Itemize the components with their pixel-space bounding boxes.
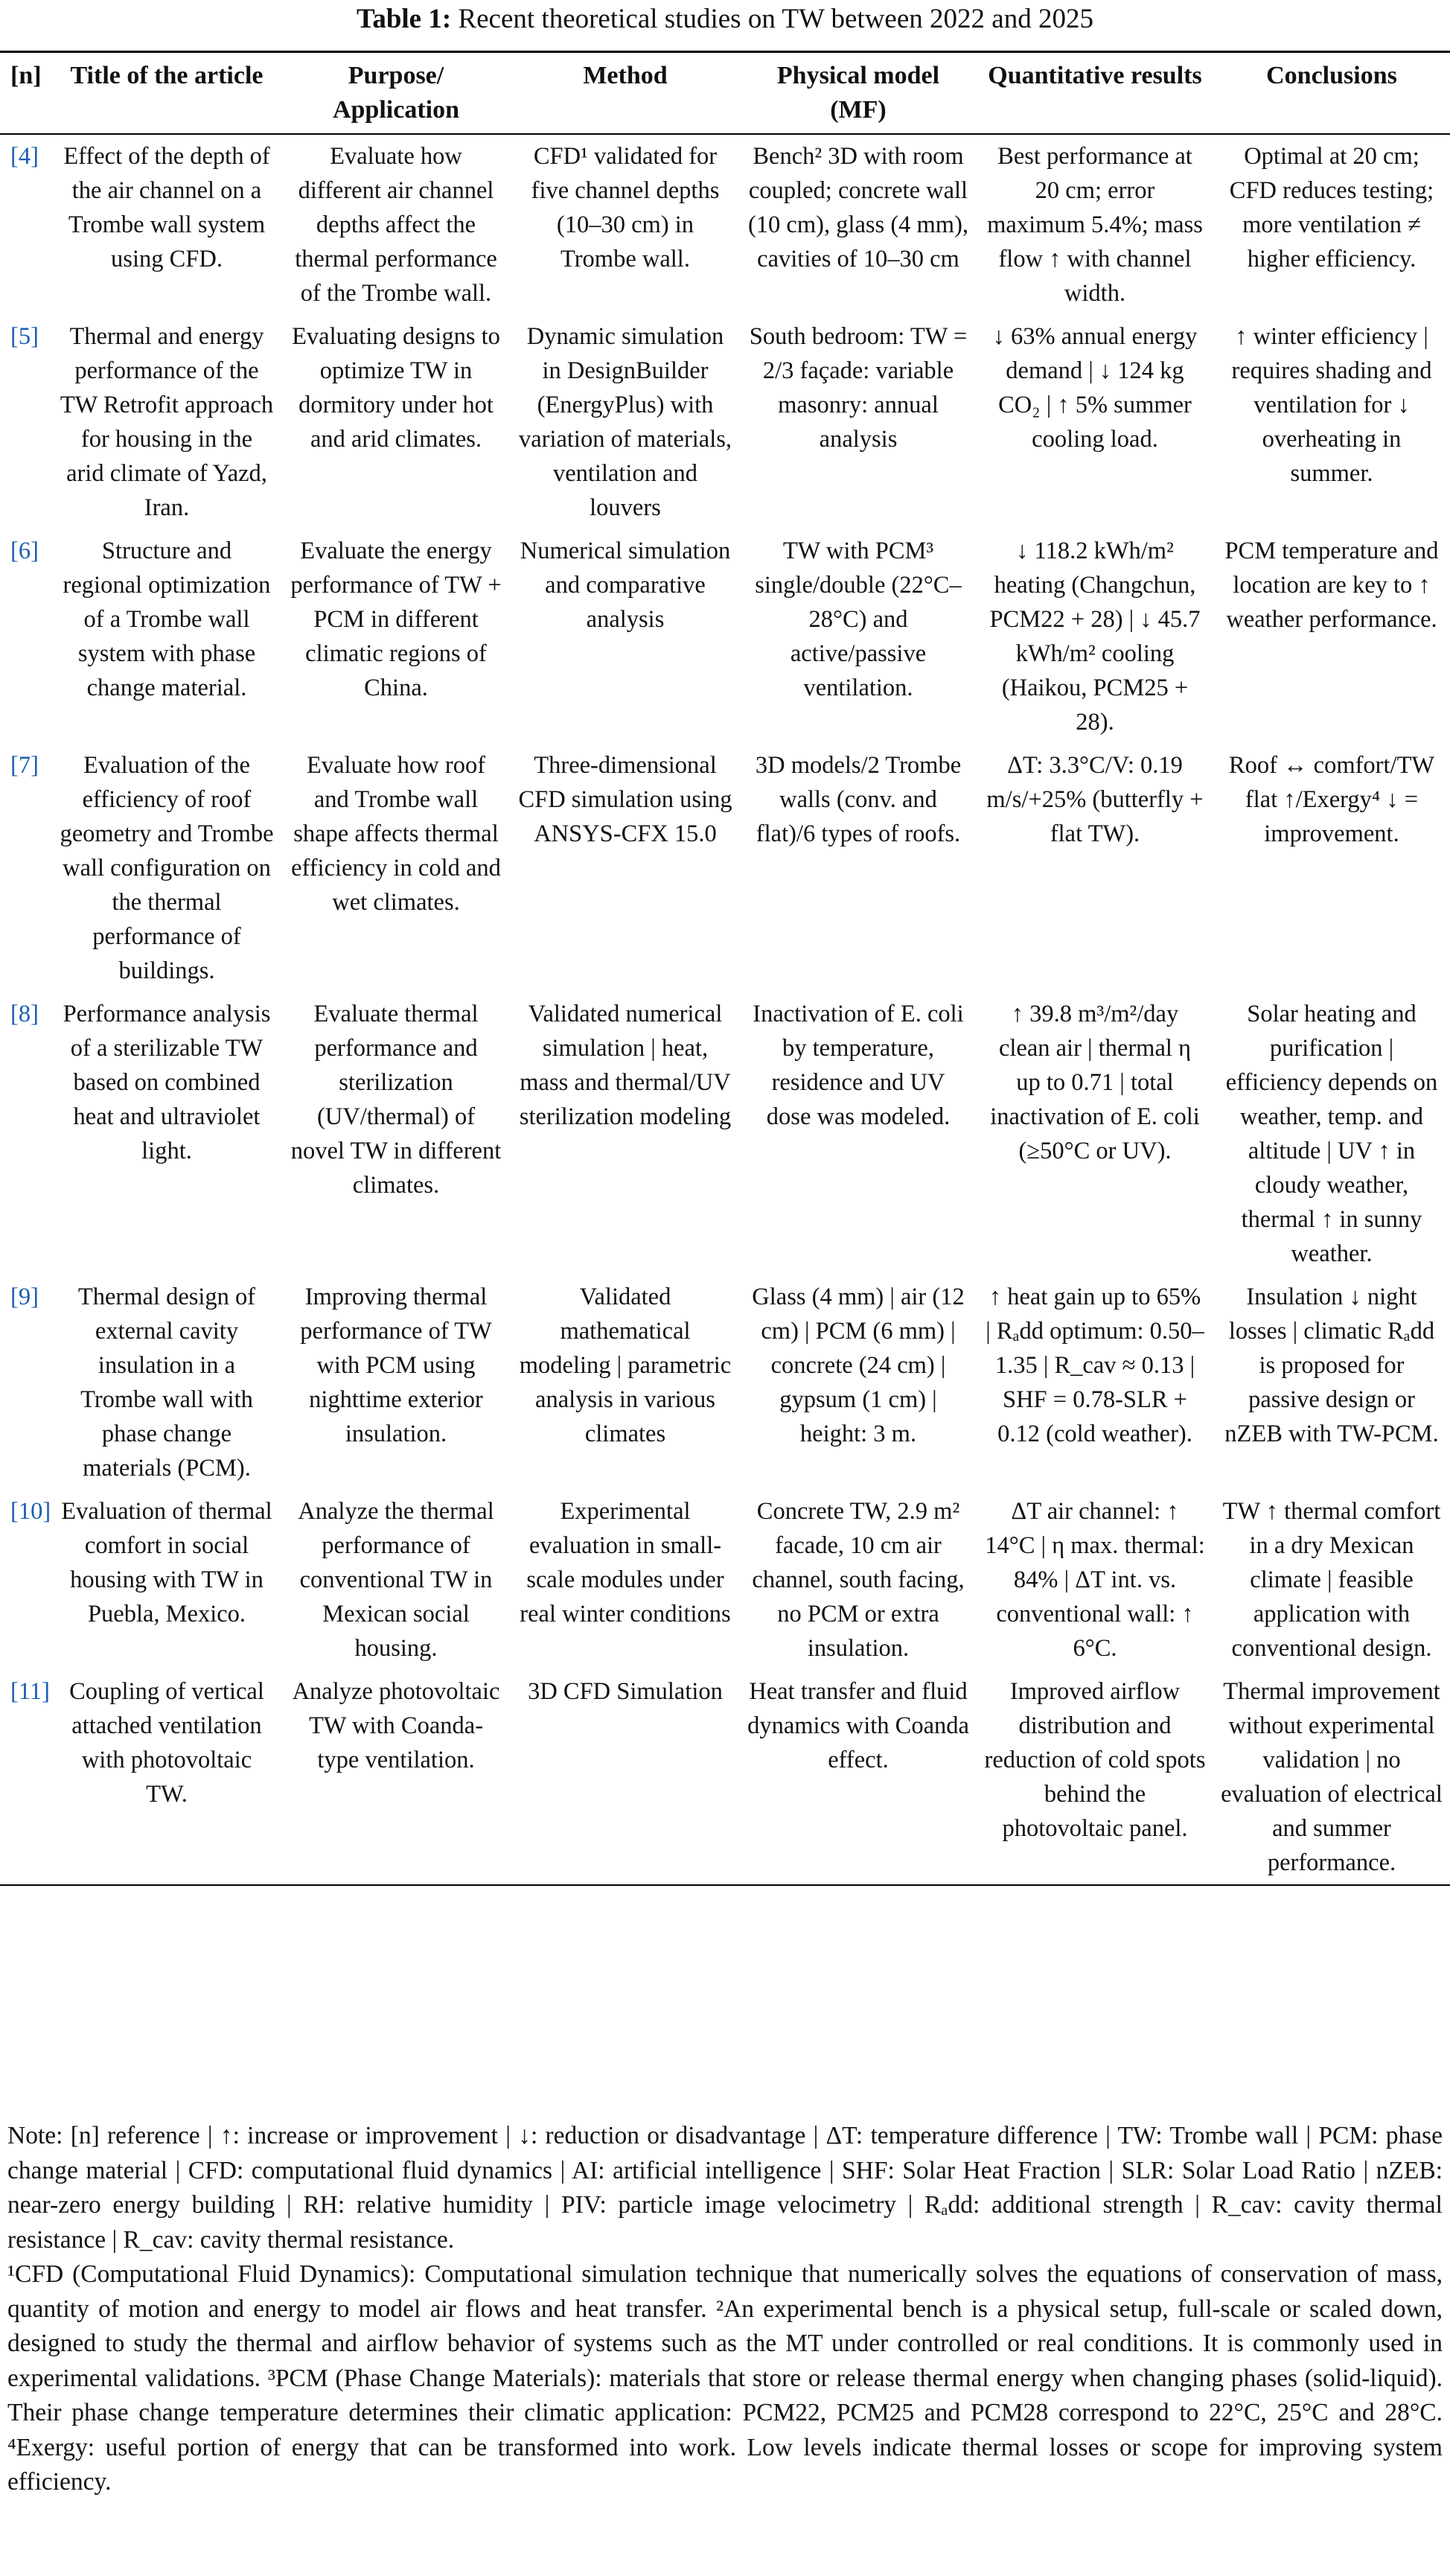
table-row <box>0 134 1450 315</box>
cell-method: Validated numerical simulation | heat, mass and thermal/UV sterilization modeling <box>519 1001 732 1130</box>
cell-results: Improved airflow distribution and reduction of cold spots behind the photovoltaic panel. <box>984 1678 1206 1842</box>
header-results: Quantitative results <box>988 62 1202 89</box>
footnote-bench: ²An experimental bench is a physical setup, full-scale or scaled down, designed to study the thermal and airflow behavior of systems such as the MT under controlled or real conditions. It is commonly used in experimental validations. <box>7 2295 1443 2392</box>
cell-results: ↑ 39.8 m³/m²/day clean air | thermal η up to 0.71 | total inactivation of E. coli (≥50°C or UV). <box>990 1001 1200 1164</box>
ref-link[interactable]: [11] <box>10 1678 50 1705</box>
cell-model: TW with PCM³ single/double (22°C–28°C) and active/passive ventilation. <box>755 538 962 701</box>
table-row <box>0 1275 1450 1490</box>
ref-link[interactable]: [9] <box>10 1284 39 1310</box>
table-row <box>0 315 1450 529</box>
footnote-pcm: ³PCM (Phase Change Materials): materials that store or release thermal energy when changing phases (solid-liquid). Their phase change temperature determines their climatic application: PCM22, PCM25 and PCM28 correspond to 22°C, 25°C and 28°C. <box>7 2364 1443 2426</box>
cell-title: Structure and regional optimization of a Trombe wall system with phase change material. <box>63 538 271 701</box>
cell-purpose: Analyze photovoltaic TW with Coanda-type ventilation. <box>292 1678 500 1773</box>
ref-link[interactable]: [6] <box>10 538 39 564</box>
cell-conclusions: ↑ winter efficiency | requires shading and ventilation for ↓ overheating in summer. <box>1231 323 1432 487</box>
footnotes <box>7 2257 1443 2500</box>
cell-method: CFD¹ validated for five channel depths (10–30 cm) in Trombe wall. <box>531 143 720 272</box>
ref-link[interactable]: [8] <box>10 1001 39 1027</box>
cell-model: South bedroom: TW = 2/3 façade: variable masonry: annual analysis <box>749 323 968 453</box>
cell-model: Heat transfer and fluid dynamics with Coanda effect. <box>747 1678 969 1773</box>
cell-model: 3D models/2 Trombe walls (conv. and flat)/6 types of roofs. <box>755 752 962 847</box>
cell-title: Thermal design of external cavity insulation in a Trombe wall with phase change materials (PCM). <box>77 1284 256 1482</box>
header-model: Physical model (MF) <box>776 62 940 124</box>
cell-model: Glass (4 mm) | air (12 cm) | PCM (6 mm) | concrete (24 cm) | gypsum (1 cm) | height: 3 m. <box>752 1284 965 1447</box>
cell-model: Concrete TW, 2.9 m² facade, 10 cm air channel, south facing, no PCM or extra insulation. <box>752 1498 965 1662</box>
cell-purpose: Evaluating designs to optimize TW in dormitory under hot and arid climates. <box>292 323 500 453</box>
cell-results: ΔT air channel: ↑ 14°C | η max. thermal: 84% | ΔT int. vs. conventional wall: ↑ 6°C. <box>985 1498 1205 1662</box>
cell-title: Coupling of vertical attached ventilation with photovoltaic TW. <box>69 1678 264 1808</box>
cell-title: Evaluation of thermal comfort in social housing with TW in Puebla, Mexico. <box>61 1498 272 1627</box>
header-ref: [n] <box>10 62 42 89</box>
table-row <box>0 992 1450 1275</box>
cell-purpose: Evaluate thermal performance and sterilization (UV/thermal) of novel TW in different climates. <box>290 1001 502 1199</box>
cell-conclusions: Thermal improvement without experimental validation | no evaluation of electrical and summer performance. <box>1221 1678 1443 1876</box>
table-notes <box>0 2119 1450 2500</box>
caption-label: Table 1: <box>357 4 452 34</box>
cell-method: 3D CFD Simulation <box>528 1678 723 1705</box>
footnote-cfd: ¹CFD (Computational Fluid Dynamics): Computational simulation technique that numerically solves the equations of conservation of mass, quantity of motion and energy to model air flows and heat transfer. <box>7 2260 1443 2323</box>
footnote-exergy: ⁴Exergy: useful portion of energy that can be transformed into work. Low levels indicate thermal losses or scope for improving system efficiency. <box>7 2433 1443 2496</box>
cell-method: Numerical simulation and comparative analysis <box>520 538 731 633</box>
cell-results: Best performance at 20 cm; error maximum 5.4%; mass flow ↑ with channel width. <box>987 143 1203 307</box>
cell-title: Performance analysis of a sterilizable TW based on combined heat and ultraviolet light. <box>63 1001 271 1164</box>
cell-conclusions: Solar heating and purification | efficiency depends on weather, temp. and altitude | UV ↑ in cloudy weather, thermal ↑ in sunny weather. <box>1225 1001 1438 1267</box>
cell-conclusions: TW ↑ thermal comfort in a dry Mexican climate | feasible application with conventional design. <box>1222 1498 1441 1662</box>
header-title: Title of the article <box>70 62 264 89</box>
cell-conclusions: Optimal at 20 cm; CFD reduces testing; more ventilation ≠ higher efficiency. <box>1229 143 1434 272</box>
ref-link[interactable]: [7] <box>10 752 39 779</box>
cell-purpose: Evaluate the energy performance of TW + PCM in different climatic regions of China. <box>290 538 502 701</box>
cell-purpose: Evaluate how roof and Trombe wall shape affects thermal efficiency in cold and wet climates. <box>291 752 501 916</box>
table-caption <box>0 3 1450 36</box>
cell-title: Effect of the depth of the air channel on a Trombe wall system using CFD. <box>63 143 270 272</box>
abbreviation-note: Note: [n] reference | ↑: increase or improvement | ↓: reduction or disadvantage | ΔT: temperature difference | TW: Trombe wall | PCM: phase change material | CFD: computational fluid dynamics | AI: artificial intelligence | SHF: Solar Heat Fraction | SLR: Solar Load Ratio | nZEB: near-zero energy building | RH: relative humidity | PIV: particle image velocimetry | Rₐdd: additional strength | R_cav: cavity thermal resistance | R_cav: cavity thermal resistance. <box>7 2122 1443 2254</box>
cell-conclusions: Roof ↔ comfort/TW flat ↑/Exergy⁴ ↓ = improvement. <box>1228 752 1435 847</box>
ref-link[interactable]: [10] <box>10 1498 51 1525</box>
table-row <box>0 529 1450 744</box>
cell-results: ↑ heat gain up to 65% | Rₐdd optimum: 0.50–1.35 | R_cav ≈ 0.13 | SHF = 0.78-SLR + 0.12 (cold weather). <box>986 1284 1204 1447</box>
cell-model: Bench² 3D with room coupled; concrete wall (10 cm), glass (4 mm), cavities of 10–30 cm <box>747 143 969 272</box>
header-conclusions: Conclusions <box>1266 62 1397 89</box>
table-row <box>0 1490 1450 1670</box>
caption-text: Recent theoretical studies on TW between 2022 and 2025 <box>458 4 1093 34</box>
cell-method: Three-dimensional CFD simulation using ANSYS-CFX 15.0 <box>518 752 732 847</box>
cell-title: Evaluation of the efficiency of roof geometry and Trombe wall configuration on the thermal performance of buildings. <box>60 752 274 984</box>
cell-method: Experimental evaluation in small-scale modules under real winter conditions <box>520 1498 731 1627</box>
ref-link[interactable]: [4] <box>10 143 39 170</box>
cell-title: Thermal and energy performance of the TW Retrofit approach for housing in the arid climate of Yazd, Iran. <box>60 323 274 521</box>
cell-conclusions: PCM temperature and location are key to ↑ weather performance. <box>1224 538 1439 633</box>
cell-results: ΔT: 3.3°C/V: 0.19 m/s/+25% (butterfly + flat TW). <box>986 752 1204 847</box>
cell-purpose: Analyze the thermal performance of conventional TW in Mexican social housing. <box>298 1498 494 1662</box>
cell-results: ↓ 63% annual energy demand | ↓ 124 kg CO₂ | ↑ 5% summer cooling load. <box>992 323 1198 453</box>
studies-table <box>0 51 1450 1886</box>
cell-method: Validated mathematical modeling | parametric analysis in various climates <box>519 1284 732 1447</box>
cell-purpose: Improving thermal performance of TW with PCM using nighttime exterior insulation. <box>300 1284 492 1447</box>
table-body <box>0 134 1450 1885</box>
header-method: Method <box>583 62 668 89</box>
table-row <box>0 744 1450 992</box>
header-purpose: Purpose/ Application <box>332 62 460 124</box>
cell-method: Dynamic simulation in DesignBuilder (EnergyPlus) with variation of materials, ventilation and louvers <box>518 323 732 521</box>
cell-results: ↓ 118.2 kWh/m² heating (Changchun, PCM22 + 28) | ↓ 45.7 kWh/m² cooling (Haikou, PCM25 + 28). <box>989 538 1201 736</box>
header-row <box>0 52 1450 135</box>
table-row <box>0 1670 1450 1885</box>
cell-conclusions: Insulation ↓ night losses | climatic Rₐdd is proposed for passive design or nZEB with TW-PCM. <box>1224 1284 1439 1447</box>
cell-purpose: Evaluate how different air channel depths affect the thermal performance of the Trombe wall. <box>295 143 497 307</box>
table-header <box>0 52 1450 135</box>
cell-model: Inactivation of E. coli by temperature, residence and UV dose was modeled. <box>753 1001 964 1130</box>
ref-link[interactable]: [5] <box>10 323 39 350</box>
